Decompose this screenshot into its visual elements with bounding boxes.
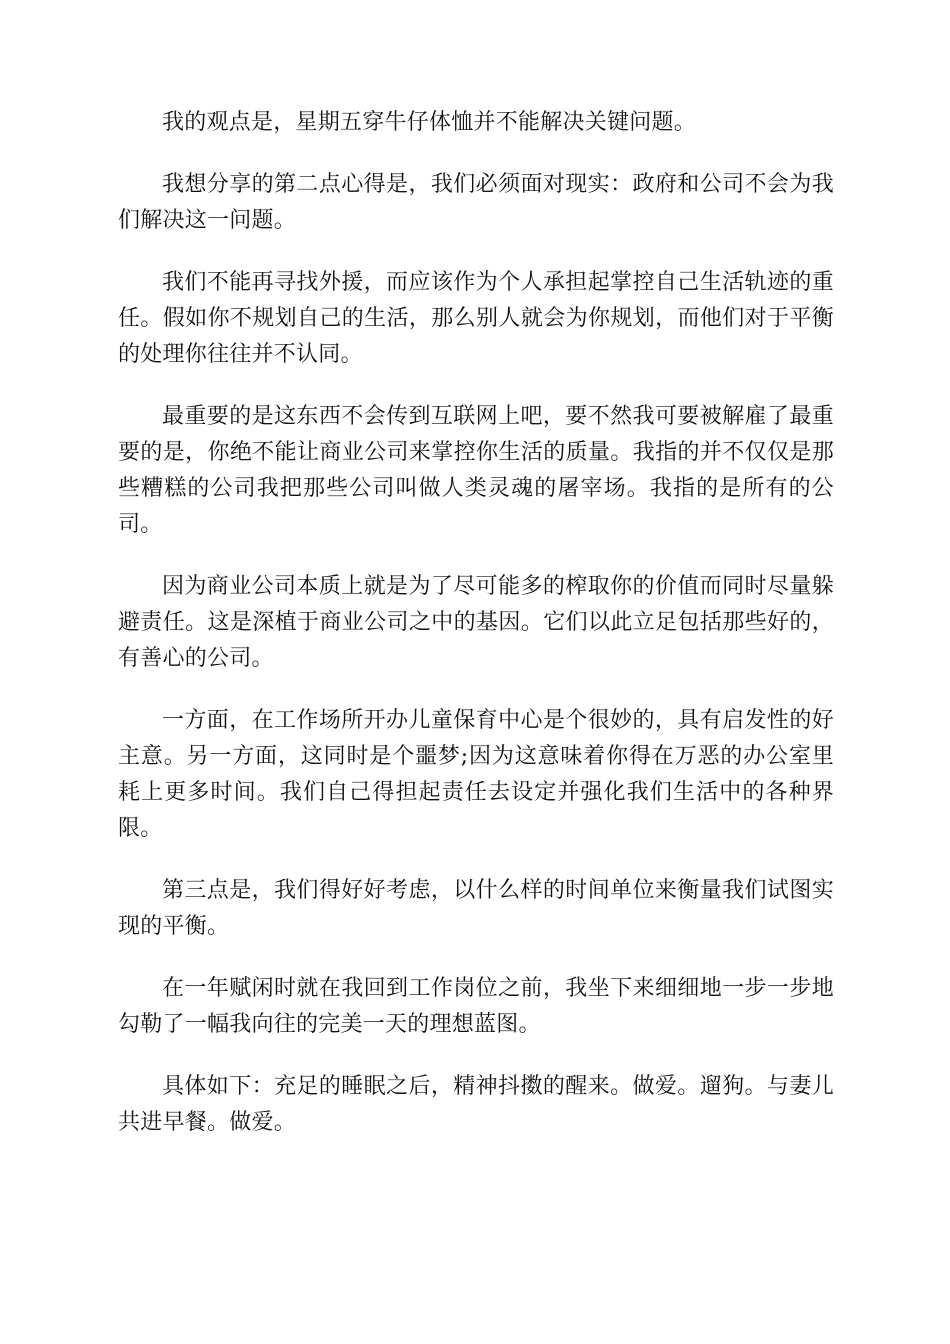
paragraph-5: 因为商业公司本质上就是为了尽可能多的榨取你的价值而同时尽量躲避责任。这是深植于商业公司之中的基因。它们以此立足包括那些好的，有善心的公司。	[118, 574, 834, 671]
paragraph-3: 我们不能再寻找外援，而应该作为个人承担起掌控自己生活轨迹的重任。假如你不规划自己的生活，那么别人就会为你规划，而他们对于平衡的处理你往往并不认同。	[118, 270, 834, 367]
paragraph-8: 在一年赋闲时就在我回到工作岗位之前，我坐下来细细地一步一步地勾勒了一幅我向往的完美一天的理想蓝图。	[118, 976, 834, 1037]
paragraph-2: 我想分享的第二点心得是，我们必须面对现实：政府和公司不会为我们解决这一问题。	[118, 172, 834, 233]
paragraph-1: 我的观点是，星期五穿牛仔体恤并不能解决关键问题。	[162, 110, 697, 135]
document-body	[118, 105, 834, 1167]
paragraph-7: 第三点是，我们得好好考虑，以什么样的时间单位来衡量我们试图实现的平衡。	[118, 878, 834, 939]
paragraph-6: 一方面，在工作场所开办儿童保育中心是个很妙的，具有启发性的好主意。另一方面，这同时是个噩梦;因为这意味着你得在万恶的办公室里耗上更多时间。我们自己得担起责任去设定并强化我们生活中的各种界限。	[118, 708, 834, 841]
paragraph-4: 最重要的是这东西不会传到互联网上吧，要不然我可要被解雇了最重要的是，你绝不能让商业公司来掌控你生活的质量。我指的并不仅仅是那些糟糕的公司我把那些公司叫做人类灵魂的屠宰场。我指的是所有的公司。	[118, 404, 834, 537]
paragraph-9: 具体如下：充足的睡眠之后，精神抖擞的醒来。做爱。遛狗。与妻儿共进早餐。做爱。	[118, 1074, 834, 1135]
